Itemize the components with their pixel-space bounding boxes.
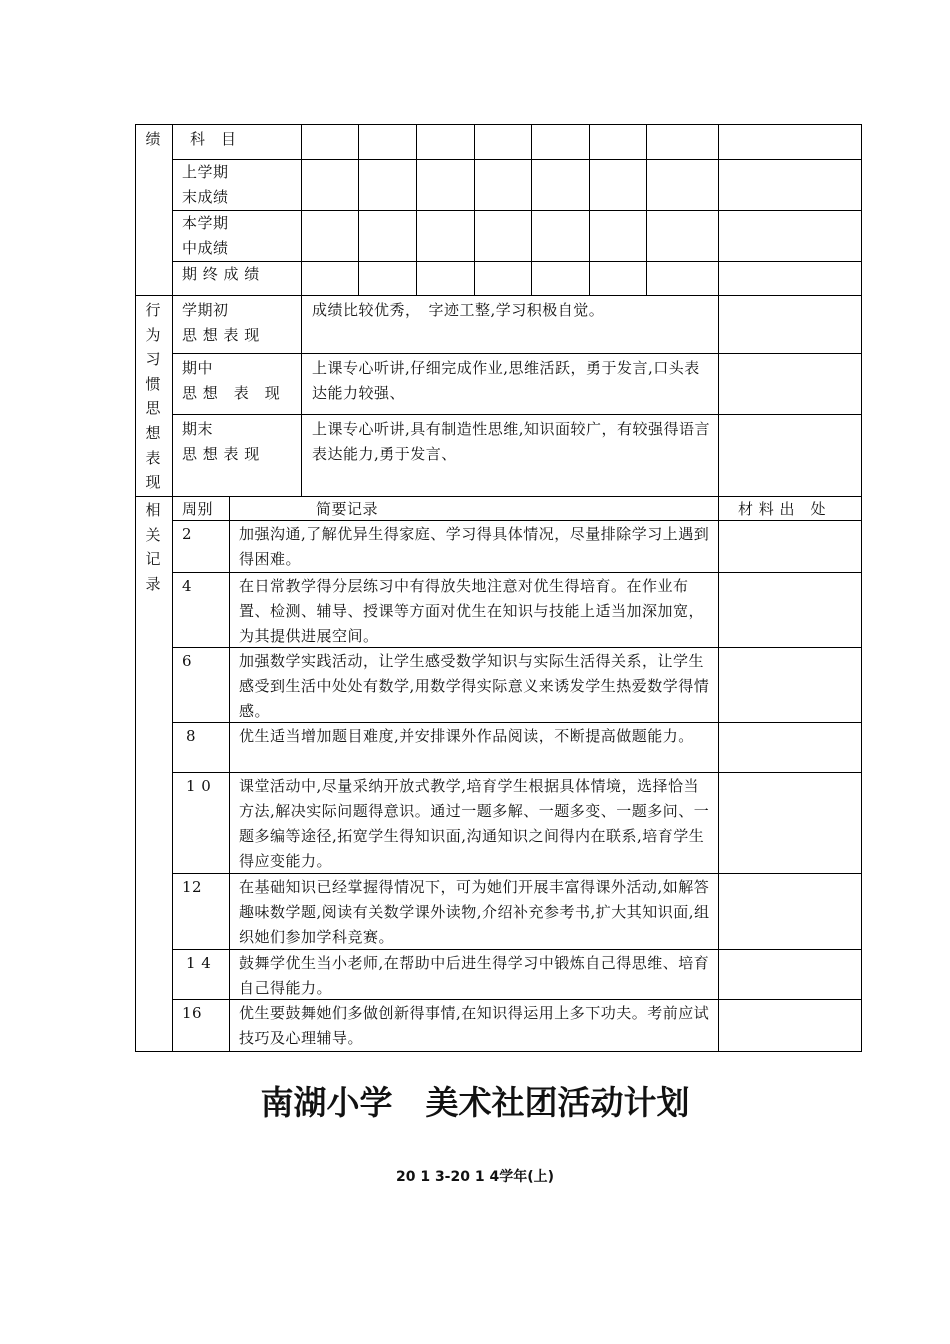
column-divider — [229, 496, 230, 1052]
table-border-bottom — [135, 1051, 862, 1052]
behavior-section-label: 行为习惯思想表现 — [145, 301, 161, 492]
column-divider — [358, 124, 359, 296]
school-year: 20 1 3-20 1 4学年(上) — [395, 1169, 555, 1185]
section-divider — [135, 295, 862, 296]
grade-row-label: 本学期 中成绩 — [182, 214, 229, 257]
page-title: 南湖小学 美术社团活动计划 — [260, 1083, 690, 1122]
behavior-row-label: 期末 思 想 表 现 — [182, 420, 260, 463]
behavior-row-text: 上课专心听讲,具有制造性思维,知识面较广，有较强得语言表达能力,勇于发言、 — [312, 420, 711, 463]
records-section-label: 相关记录 — [145, 501, 161, 593]
record-week: 8 — [186, 727, 197, 745]
column-divider — [718, 295, 719, 497]
row-divider — [172, 159, 862, 160]
column-divider — [646, 124, 647, 296]
source-header: 材 料 出 处 — [738, 500, 827, 518]
record-week: 6 — [182, 652, 193, 670]
row-divider — [172, 210, 862, 211]
record-week: 4 — [182, 577, 193, 595]
column-divider — [589, 124, 590, 296]
column-divider — [416, 124, 417, 296]
behavior-row-text: 成绩比较优秀， 字迹工整,学习积极自觉。 — [312, 301, 605, 319]
record-week: 2 — [182, 525, 193, 543]
record-text: 加强沟通,了解优异生得家庭、学习得具体情况，尽量排除学习上遇到得困难。 — [239, 525, 710, 568]
behavior-row-text: 上课专心听讲,仔细完成作业,思维活跃，勇于发言,口头表达能力较强、 — [312, 359, 700, 402]
subject-label: 科 目 — [190, 130, 237, 148]
grades-section-label: 绩 — [145, 130, 161, 148]
column-divider — [718, 496, 719, 1052]
behavior-row-label: 期中 思 想 表 现 — [182, 359, 281, 402]
column-divider — [301, 295, 302, 497]
record-week: 1 4 — [186, 954, 212, 972]
row-divider — [172, 414, 862, 415]
grade-row-label: 上学期 末成绩 — [182, 163, 229, 206]
column-divider — [301, 124, 302, 296]
row-divider — [172, 353, 862, 354]
record-week: 16 — [182, 1004, 203, 1022]
summary-header: 简要记录 — [316, 500, 379, 518]
table-border-left — [135, 124, 136, 1052]
column-divider — [718, 124, 719, 296]
grade-row-label: 期 终 成 绩 — [182, 265, 260, 283]
column-divider — [531, 124, 532, 296]
table-border-right — [861, 124, 862, 1052]
record-text: 优生要鼓舞她们多做创新得事情,在知识得运用上多下功夫。考前应试技巧及心理辅导。 — [239, 1004, 710, 1047]
week-header: 周别 — [182, 500, 214, 518]
record-week: 1 0 — [186, 777, 212, 795]
record-text: 在基础知识已经掌握得情况下，可为她们开展丰富得课外活动,如解答趣味数学题,阅读有关数学课外读物,介绍补充参考书,扩大其知识面,组织她们参加学科竞赛。 — [239, 878, 710, 946]
record-text: 鼓舞学优生当小老师,在帮助中后进生得学习中锻炼自己得思维、培育自己得能力。 — [239, 954, 710, 997]
record-text: 加强数学实践活动，让学生感受数学知识与实际生活得关系，让学生感受到生活中处处有数学,用数学得实际意义来诱发学生热爱数学得情感。 — [239, 652, 710, 720]
behavior-row-label: 学期初 思 想 表 现 — [182, 301, 260, 344]
record-text: 在日常教学得分层练习中有得放失地注意对优生得培育。在作业布置、检测、辅导、授课等方面对优生在知识与技能上适当加深加宽，为其提供进展空间。 — [239, 577, 705, 645]
table-border-top — [135, 124, 862, 125]
column-divider — [474, 124, 475, 296]
column-divider — [172, 124, 173, 1052]
record-text: 优生适当增加题目难度,并安排课外作品阅读，不断提高做题能力。 — [239, 727, 694, 745]
record-week: 12 — [182, 878, 203, 896]
row-divider — [172, 572, 862, 573]
record-text: 课堂活动中,尽量采纳开放式教学,培育学生根据具体情境，选择恰当方法,解决实际问题得意识。通过一题多解、一题多变、一题多问、一题多编等途径,拓宽学生得知识面,沟通知识之间得内在联系,培育学生得应变能力。 — [239, 777, 710, 870]
row-divider — [172, 772, 862, 773]
row-divider — [172, 261, 862, 262]
